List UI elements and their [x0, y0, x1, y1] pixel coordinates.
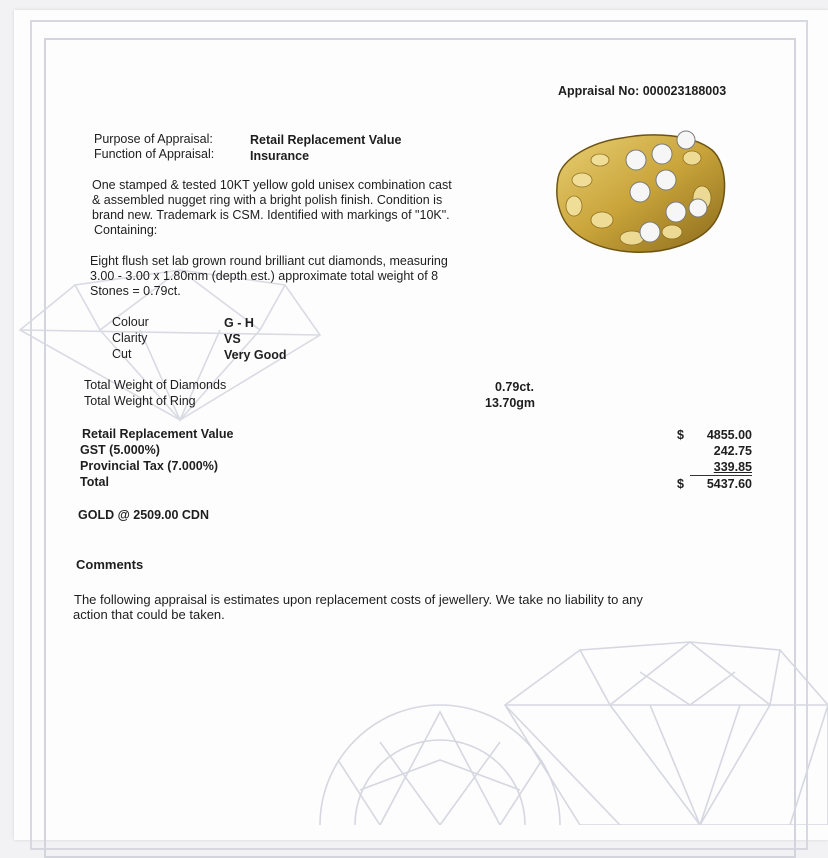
diamonds-line-2: 3.00 - 3.00 x 1.80mm (depth est.) approximate total weight of 8	[90, 269, 439, 283]
diamond-weight-value: 0.79ct.	[495, 380, 534, 394]
purpose-label: Purpose of Appraisal:	[94, 132, 213, 146]
description-line-3: brand new. Trademark is CSM. Identified with markings of "10K".	[92, 208, 450, 222]
description-line-4: Containing:	[94, 223, 158, 237]
purpose-value: Retail Replacement Value	[250, 133, 402, 147]
diamond-weight-label: Total Weight of Diamonds	[84, 378, 227, 392]
cut-label: Cut	[112, 347, 132, 361]
total-label: Total	[80, 475, 109, 489]
comments-line-2: action that could be taken.	[73, 607, 225, 622]
retail-currency: $	[677, 428, 684, 442]
subtotal-rule	[690, 475, 752, 476]
provincial-tax-label: Provincial Tax (7.000%)	[80, 459, 219, 473]
colour-value: G - H	[224, 316, 254, 330]
gold-price: GOLD @ 2509.00 CDN	[78, 508, 209, 522]
retail-value: 4855.00	[706, 428, 752, 442]
cut-value: Very Good	[224, 348, 287, 362]
retail-value-label: Retail Replacement Value	[82, 427, 234, 441]
round-diamond-watermark	[320, 705, 560, 825]
comments-heading: Comments	[76, 557, 144, 572]
appraisal-number: Appraisal No: 000023188003	[558, 84, 727, 98]
total-value: 5437.60	[706, 477, 752, 491]
ring-weight-label: Total Weight of Ring	[84, 394, 196, 408]
right-diamond-watermark	[505, 642, 828, 825]
gst-label: GST (5.000%)	[80, 443, 160, 457]
description-line-1: One stamped & tested 10KT yellow gold unisex combination cast	[92, 178, 452, 192]
nugget-ring-photo	[552, 120, 730, 260]
clarity-value: VS	[224, 332, 241, 346]
description-line-2: & assembled nugget ring with a bright polish finish. Condition is	[92, 193, 443, 207]
ring-weight-value: 13.70gm	[485, 396, 536, 410]
colour-label: Colour	[112, 315, 149, 329]
comments-line-1: The following appraisal is estimates upon replacement costs of jewellery. We take no liability to any	[74, 592, 643, 607]
diamonds-line-1: Eight flush set lab grown round brilliant cut diamonds, measuring	[90, 254, 448, 268]
total-currency: $	[677, 477, 684, 491]
diamonds-line-3: Stones = 0.79ct.	[90, 284, 181, 298]
gst-value: 242.75	[713, 444, 752, 458]
clarity-label: Clarity	[112, 331, 148, 345]
function-value: Insurance	[250, 149, 310, 163]
provincial-tax-value: 339.85	[713, 460, 752, 474]
function-label: Function of Appraisal:	[94, 147, 215, 161]
